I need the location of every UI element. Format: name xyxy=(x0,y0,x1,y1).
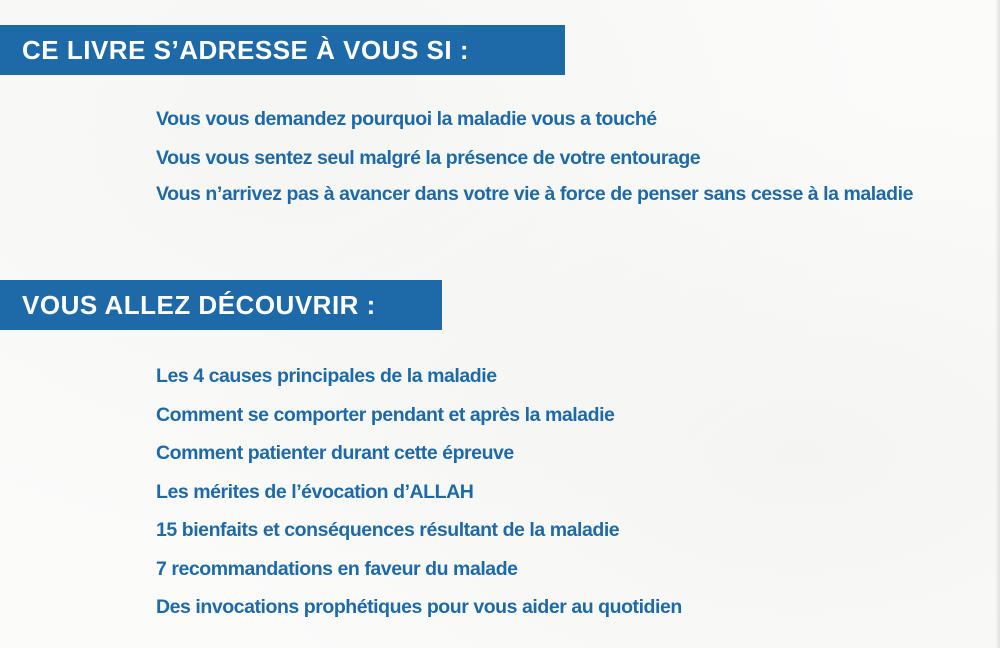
list-item: Des invocations prophétiques pour vous aider au quotidien xyxy=(156,596,682,618)
list-item: Comment patienter durant cette épreuve xyxy=(156,442,514,464)
list-item: 7 recommandations en faveur du malade xyxy=(156,557,518,580)
list-item: Vous vous demandez pourquoi la maladie vous a touché xyxy=(156,108,657,130)
list-item: 15 bienfaits et conséquences résultant de la maladie xyxy=(156,519,620,541)
list-item: Comment se comporter pendant et après la maladie xyxy=(156,403,615,426)
section-heading-discover xyxy=(0,280,442,330)
list-item: Les mérites de l’évocation d’ALLAH xyxy=(156,480,474,503)
discover-list xyxy=(156,364,942,634)
audience-list xyxy=(156,107,942,204)
section-heading-audience xyxy=(0,25,565,75)
list-item: Les 4 causes principales de la maladie xyxy=(156,365,497,387)
section-heading-audience-text: CE LIVRE S’ADRESSE À VOUS SI : xyxy=(22,34,469,65)
page-edge-shadow xyxy=(995,0,1000,648)
list-item: Vous n’arrivez pas à avancer dans votre vie à force de penser sans cesse à la maladie xyxy=(156,183,913,205)
list-item: Vous vous sentez seul malgré la présence de votre entourage xyxy=(156,146,701,169)
section-heading-discover-text: VOUS ALLEZ DÉCOUVRIR : xyxy=(22,289,376,320)
